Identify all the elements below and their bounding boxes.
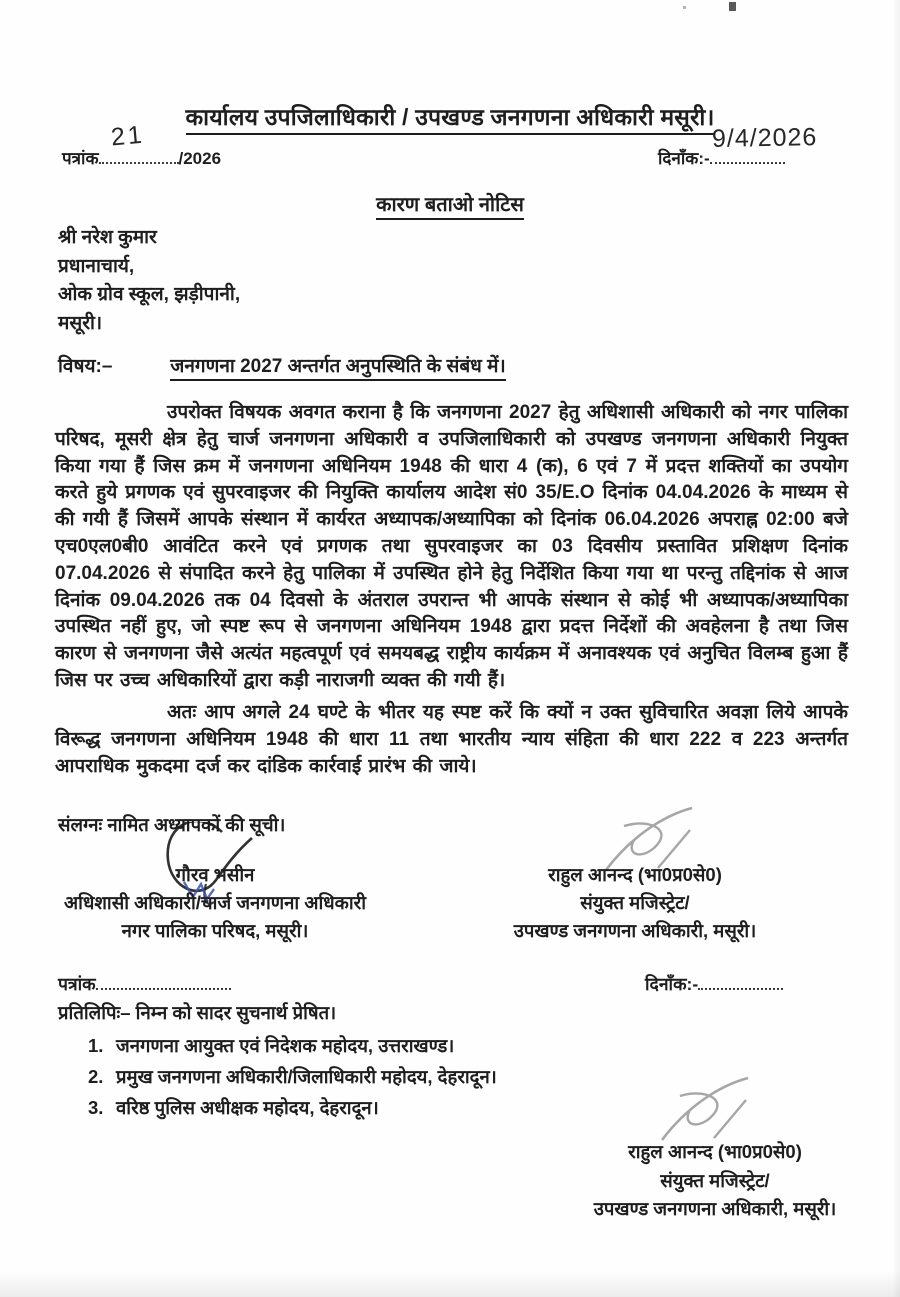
- signatory-bottom-name: राहुल आनन्द (भा0प्र0से0): [628, 1141, 802, 1162]
- footer-date-dotted-line: [698, 974, 783, 990]
- copy-item-text: जनगणना आयुक्त एवं निदेशक महोदय, उत्तराखण्ड।: [116, 1035, 455, 1056]
- handwritten-date: 9/4/2026: [711, 123, 818, 153]
- body-paragraph-2: अतः आप अगले 24 घण्टे के भीतर यह स्पष्ट करें कि क्यों न उक्त सुविचारित अवज्ञा लिये आपके विरूद्ध जनगणना अधिनियम 1948 की धारा 11 तथा भारतीय न्याय संहिता की धारा 222 व 223 अन्तर्गत आपराधिक मुकदमा दर्ज कर दांडिक कार्रवाई प्रारंभ की जाये।: [55, 702, 848, 777]
- enclosure-line: संलग्नः नामित अध्यापकों की सूची।: [58, 814, 286, 835]
- copy-item-number: 3.: [88, 1097, 104, 1118]
- footer-date-label: दिनाँक:-: [645, 974, 699, 994]
- office-title-text: कार्यालय उपजिलाधिकारी / उपखण्ड जनगणना अधिकारी मसूरी।: [186, 104, 715, 135]
- signatory-bottom-designation-1: संयुक्त मजिस्ट्रेट/: [660, 1169, 770, 1191]
- notice-heading-text: कारण बताओ नोटिस: [376, 194, 524, 220]
- subject-label: विषय:–: [58, 356, 113, 377]
- copy-item-text: प्रमुख जनगणना अधिकारी/जिलाधिकारी महोदय, देहरादून।: [116, 1066, 497, 1087]
- signatory-right-name: राहुल आनन्द (भा0प्र0से0): [548, 864, 722, 885]
- scan-speck: [729, 2, 736, 11]
- footer-letter-number-row: [58, 972, 860, 996]
- copy-item-number: 2.: [88, 1066, 104, 1087]
- scan-speck: [683, 6, 686, 9]
- signatory-left-name: गौरव भसीन: [175, 864, 255, 885]
- scan-shadow: [892, 0, 900, 1297]
- letter-number-line: [62, 120, 222, 169]
- addressee-city: मसूरी।: [58, 312, 103, 334]
- signatory-left-designation-2: नगर पालिका परिषद, मसूरी।: [121, 920, 309, 941]
- addressee-name: श्री नरेश कुमार: [58, 227, 157, 248]
- letterhead-row: [62, 120, 860, 186]
- copy-item-text: वरिष्ठ पुलिस अधीक्षक महोदय, देहरादून।: [116, 1097, 379, 1118]
- notice-heading: [0, 190, 900, 217]
- copy-item: [88, 1061, 497, 1092]
- footer-letter-number-label: पत्रांक: [58, 974, 96, 994]
- signatory-left-designation-1: अधिशासी अधिकारी/चार्ज जनगणना अधिकारी: [64, 892, 366, 913]
- letter-number-dotted-line: [99, 120, 179, 164]
- addressee-institution: ओक ग्रोव स्कूल, झड़ीपानी,: [58, 284, 241, 305]
- letter-number-year: /2026: [178, 149, 222, 168]
- copy-to-list: [88, 1030, 497, 1123]
- subject-text: जनगणना 2027 अन्तर्गत अनुपस्थिति के संबंध में।: [170, 356, 505, 381]
- signatory-bottom-block: [540, 1138, 890, 1224]
- subject-row: [58, 352, 506, 378]
- handwritten-letter-number: 21: [109, 120, 146, 152]
- footer-letter-number-dotted-line: [96, 974, 231, 990]
- body-paragraph-1: उपरोक्त विषयक अवगत कराना है कि जनगणना 2027 हेतु अधिशासी अधिकारी को नगर पालिका परिषद, मूसरी क्षेत्र हेतु चार्ज जनगणना अधिकारी व उपजिलाधिकारी को उपखण्ड जनगणना अधिकारी नियुक्त किया गया हैं जिस क्रम में जनगणना अधिनियम 1948 की धारा 4 (क), 6 एवं 7 में प्रदत्त शक्तियों का उपयोग करते हुये प्रगणक एवं सुपरवाइजर की नियुक्ति कार्यालय आदेश सं0 35/E.O दिनांक 04.04.2026 के माध्यम से की गयी हैं जिसमें आपके संस्थान में कार्यरत अध्यापक/अध्यापिका को दिनांक 06.04.2026 अपराह्न 02:00 बजे एच0एल0बी0 आवंटित करने एवं प्रगणक तथा सुपरवाइजर का 03 दिवसीय प्रस्तावित प्रशिक्षण दिनांक 07.04.2026 से संपादित करने हेतु पालिका में उपस्थित होने हेतु निर्देशित किया गया था परन्तु तद्दिनांक से आज दिनांक 09.04.2026 तक 04 दिवसो के अंतराल उपरान्त भी आपके संस्थान से कोई भी अध्यापक/अध्यापिका उपस्थित नहीं हुए, जो स्पष्ट रूप से जनगणना अधिनियम 1948 द्वारा प्रदत्त निर्देशों की अवहेलना है तथा जिस कारण से जनगणना जैसे अत्यंत महत्वपूर्ण एवं समयबद्ध राष्ट्रीय कार्यक्रम में अनावश्यक एवं अनुचित विलम्ब हुआ हैं जिस पर उच्च अधिकारियों द्वारा कड़ी नाराजगी व्यक्त की गयी हैं।: [55, 402, 848, 691]
- date-dotted-line: [710, 123, 818, 164]
- date-line: [658, 123, 818, 169]
- signatory-right-block: [480, 861, 790, 945]
- copy-to-heading: प्रतिलिपिः– निम्न को सादर सुचनार्थ प्रेषित।: [58, 1002, 337, 1023]
- signatory-right-designation-2: उपखण्ड जनगणना अधिकारी, मसूरी।: [513, 920, 757, 941]
- letter-number-label: पत्रांक: [62, 149, 99, 168]
- footer-date-line: [645, 972, 783, 996]
- signatory-left-block: [50, 861, 380, 945]
- addressee-designation: प्रधानाचार्य,: [58, 255, 135, 277]
- signatory-bottom-designation-2: उपखण्ड जनगणना अधिकारी, मसूरी।: [593, 1198, 837, 1219]
- copy-item-number: 1.: [88, 1035, 104, 1056]
- scan-shadow: [0, 1271, 900, 1297]
- signatory-right-designation-1: संयुक्त मजिस्ट्रेट/: [580, 892, 690, 913]
- date-label: दिनाँक:-: [658, 149, 710, 168]
- copy-item: [88, 1030, 497, 1061]
- addressee-block: [58, 224, 240, 338]
- copy-item: [88, 1092, 497, 1123]
